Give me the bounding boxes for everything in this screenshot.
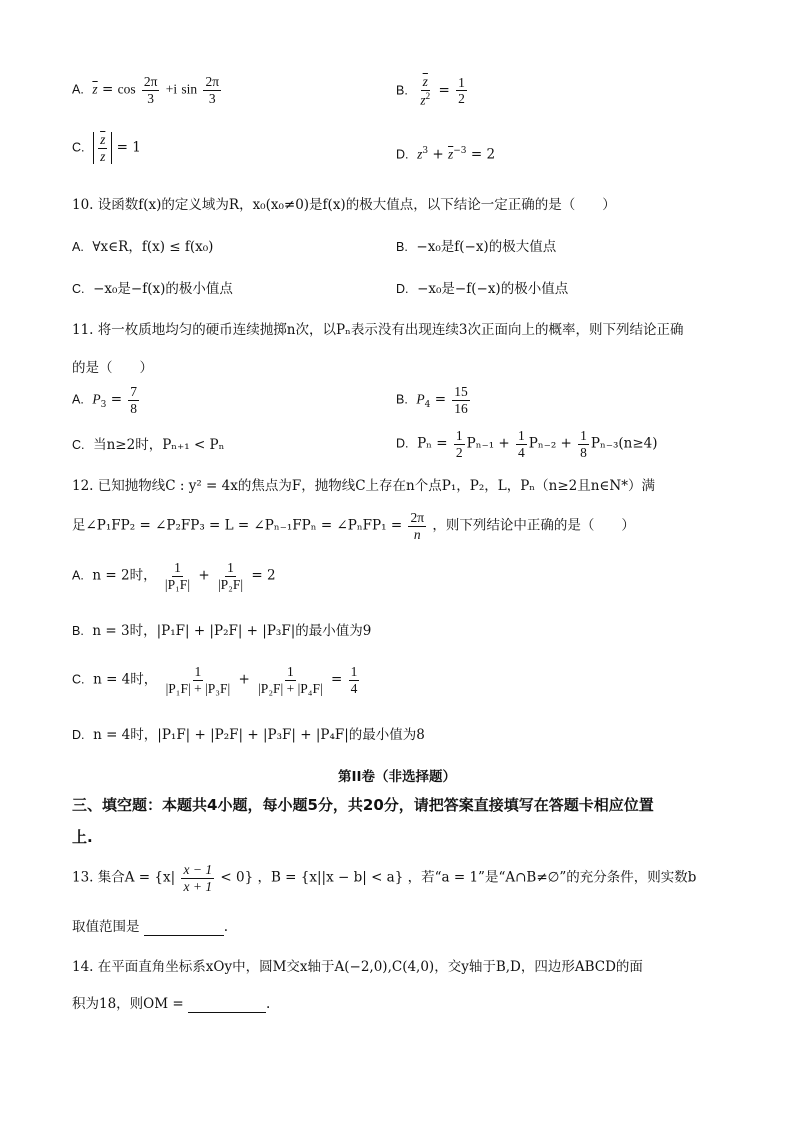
q13-prefix: 13. 集合A =: [72, 869, 151, 886]
numerator: $\overline{z}$: [422, 74, 428, 89]
numerator: 7: [130, 384, 138, 399]
q10-option-c: [72, 282, 233, 298]
denominator: 2: [458, 91, 465, 107]
fraction: [216, 560, 245, 592]
numerator: 15: [454, 384, 468, 399]
option-text: ∀x∈R，f(x) ≤ f(x₀): [92, 239, 214, 255]
numerator: 2π: [143, 74, 158, 89]
condition: n = 4时，: [93, 671, 158, 688]
condition: ，若“a = 1”是“A∩B≠∅”的充分条件，则实数b: [407, 869, 697, 886]
equals: =: [434, 391, 446, 408]
fraction: [163, 560, 192, 592]
answer-blank[interactable]: [144, 921, 224, 936]
q9-option-d: [396, 146, 495, 163]
denominator: |P₁F|: [164, 576, 191, 592]
q11-option-c: [72, 438, 224, 454]
equals: =: [110, 391, 122, 408]
fraction: [181, 862, 214, 894]
p: P: [92, 391, 101, 407]
cos-text: cos: [117, 81, 136, 97]
z: z: [420, 92, 426, 108]
numerator: 1: [455, 428, 463, 443]
option-label: A.: [72, 82, 84, 97]
q10-option-d: [396, 282, 568, 298]
option-text: −x₀是−f(x)的极小值点: [93, 281, 233, 297]
exponent: −3: [453, 146, 467, 156]
term: Pₙ₋₃(n≥4): [590, 435, 658, 452]
option-text: n = 4时，|P₁F| + |P₂F| + |P₃F| + |P₄F|的最小值为8: [93, 727, 425, 743]
option-label: B.: [396, 392, 408, 407]
denominator: z: [100, 148, 106, 164]
fraction: [349, 664, 360, 696]
fraction: [578, 428, 589, 460]
subscript: 4: [424, 400, 431, 411]
option-label: D.: [396, 436, 409, 451]
numerator: 1: [287, 664, 294, 679]
option-label: A.: [72, 392, 84, 407]
denominator: 4: [518, 444, 525, 460]
option-label: A.: [72, 240, 84, 254]
denominator: 8: [130, 400, 138, 416]
denominator: 4: [350, 680, 358, 696]
option-label: C.: [72, 140, 85, 155]
fraction: [408, 510, 426, 542]
q12-stem-line1: 12. 已知抛物线C : y² = 4x的焦点为F，抛物线C上存在n个点P₁，P₂，L，Pₙ（n≥2且n∈N*）满: [72, 478, 655, 494]
fraction: [452, 384, 470, 416]
rhs: = 1: [116, 139, 141, 156]
exponent: 2: [425, 90, 431, 101]
exponent: 3: [422, 146, 429, 156]
z-conjugate: $\overline{z}$: [448, 146, 454, 162]
denominator: 2: [455, 444, 463, 460]
term: Pₙ₋₁ +: [466, 435, 510, 452]
denominator: |P₂F| + |P₄F|: [258, 680, 323, 696]
q9-option-a: [72, 74, 223, 106]
equals: =: [438, 82, 450, 99]
denominator: n: [413, 526, 421, 542]
plus: +: [198, 567, 210, 584]
stem-text: ，则下列结论中正确的是（ ）: [432, 517, 635, 534]
denominator: 3: [147, 90, 155, 106]
period: .: [265, 996, 271, 1012]
rhs: = 2: [470, 146, 496, 163]
q12-option-b: [72, 624, 371, 640]
part2-title: 第II卷（非选择题）: [337, 769, 457, 785]
q11-option-b: [396, 384, 472, 416]
numerator: 1: [350, 664, 358, 679]
set-open: {x|: [154, 869, 176, 886]
numerator: 1: [518, 428, 525, 443]
fraction: [456, 75, 467, 107]
q9-option-b: [396, 74, 469, 108]
q11-stem-line2: 的是（ ）: [72, 360, 153, 376]
denominator: 3: [208, 90, 216, 106]
fraction: [203, 74, 221, 106]
fraction: [256, 664, 325, 696]
numerator: 1: [227, 560, 234, 575]
section3-heading-line1: 三、填空题：本题共4小题，每小题5分，共20分，请把答案直接填写在答题卡相应位置: [72, 796, 654, 814]
q14-line2: [72, 997, 270, 1013]
q10-option-b: [396, 240, 556, 256]
fraction: [142, 74, 160, 106]
numerator: 1: [580, 428, 587, 443]
stem-text: 足∠P₁FP₂ = ∠P₂FP₃ = L = ∠Pₙ₋₁FPₙ = ∠PₙFP₁ =: [72, 517, 403, 534]
q12-option-a: [72, 560, 276, 592]
fraction: [454, 428, 465, 460]
option-label: C.: [72, 282, 85, 296]
option-text: n = 3时，|P₁F| + |P₂F| + |P₃F|的最小值为9: [92, 623, 372, 639]
option-text: −x₀是−f(−x)的极小值点: [417, 281, 569, 297]
period: .: [223, 919, 229, 935]
fraction: [164, 664, 233, 696]
q12-option-d: [72, 728, 425, 744]
sin-text: sin: [181, 81, 198, 97]
plus: +: [432, 146, 444, 163]
q10-option-a: [72, 240, 213, 256]
q14-line1: 14. 在平面直角坐标系xOy中，圆M交x轴于A(−2,0),C(4,0)，交y轴于B,D，四边形ABCD的面: [72, 959, 643, 975]
term: Pₙ₋₂ +: [528, 435, 572, 452]
denominator: 16: [454, 400, 468, 416]
plus: +: [238, 671, 250, 688]
numerator: 1: [458, 74, 465, 90]
lhs: Pₙ =: [417, 435, 448, 452]
denominator: |P₁F| + |P₃F|: [165, 680, 231, 696]
option-label: B.: [72, 624, 84, 638]
condition: n = 2时，: [92, 567, 157, 584]
numerator: 2π: [205, 74, 220, 89]
option-label: D.: [396, 147, 409, 162]
option-label: D.: [396, 282, 409, 296]
equals: =: [331, 671, 343, 688]
option-label: D.: [72, 728, 85, 742]
q13-line1: [72, 862, 696, 894]
denominator: [418, 91, 432, 108]
numerator: x − 1: [183, 862, 213, 877]
z-conjugate: $\overline{z}$: [92, 81, 98, 97]
q13-line2: [72, 920, 228, 936]
fraction: [418, 74, 432, 108]
abs-value: [93, 132, 112, 164]
option-label: B.: [396, 240, 408, 254]
option-label: B.: [396, 83, 408, 98]
fraction: [98, 132, 107, 164]
denominator: |P₂F|: [217, 576, 244, 592]
numerator: $\overline{z}$: [100, 132, 106, 147]
numerator: 1: [194, 664, 202, 679]
q12-stem-line2: [72, 510, 635, 542]
q12-option-c: [72, 664, 361, 696]
denominator: 8: [580, 444, 587, 460]
numerator: 1: [174, 560, 181, 575]
fraction: [128, 384, 139, 416]
answer-blank[interactable]: [188, 998, 266, 1013]
option-label: C.: [72, 672, 85, 687]
q13-text: 取值范围是: [72, 919, 140, 935]
option-label: A.: [72, 568, 84, 583]
q9-option-c: [72, 132, 141, 164]
section3-heading-line2: 上.: [72, 828, 93, 846]
subscript: 3: [100, 400, 107, 411]
set-b: ，B = {x||x − b| < a}: [257, 869, 404, 886]
option-text: −x₀是f(−x)的极大值点: [416, 239, 557, 255]
q11-stem-line1: 11. 将一枚质地均匀的硬币连续抛掷n次，以Pₙ表示没有出现连续3次正面向上的概率，则下列结论正确: [72, 322, 684, 338]
equals: =: [101, 81, 114, 98]
set-close: < 0}: [220, 869, 254, 886]
q10-stem: 10. 设函数f(x)的定义域为R，x₀(x₀≠0)是f(x)的极大值点，以下结论一定正确的是（ ）: [72, 197, 616, 213]
z: z: [417, 146, 423, 162]
q11-option-d: [396, 428, 658, 460]
p: P: [416, 391, 425, 407]
option-text: 当n≥2时，Pₙ₊₁ < Pₙ: [93, 437, 225, 453]
q11-option-a: [72, 384, 141, 416]
numerator: 2π: [410, 510, 425, 525]
denominator: x + 1: [183, 878, 213, 894]
plus-i: +i: [165, 81, 178, 97]
rhs: = 2: [251, 567, 276, 584]
q14-text: 积为18，则OM =: [72, 996, 184, 1012]
fraction: [516, 428, 527, 460]
option-label: C.: [72, 438, 85, 452]
